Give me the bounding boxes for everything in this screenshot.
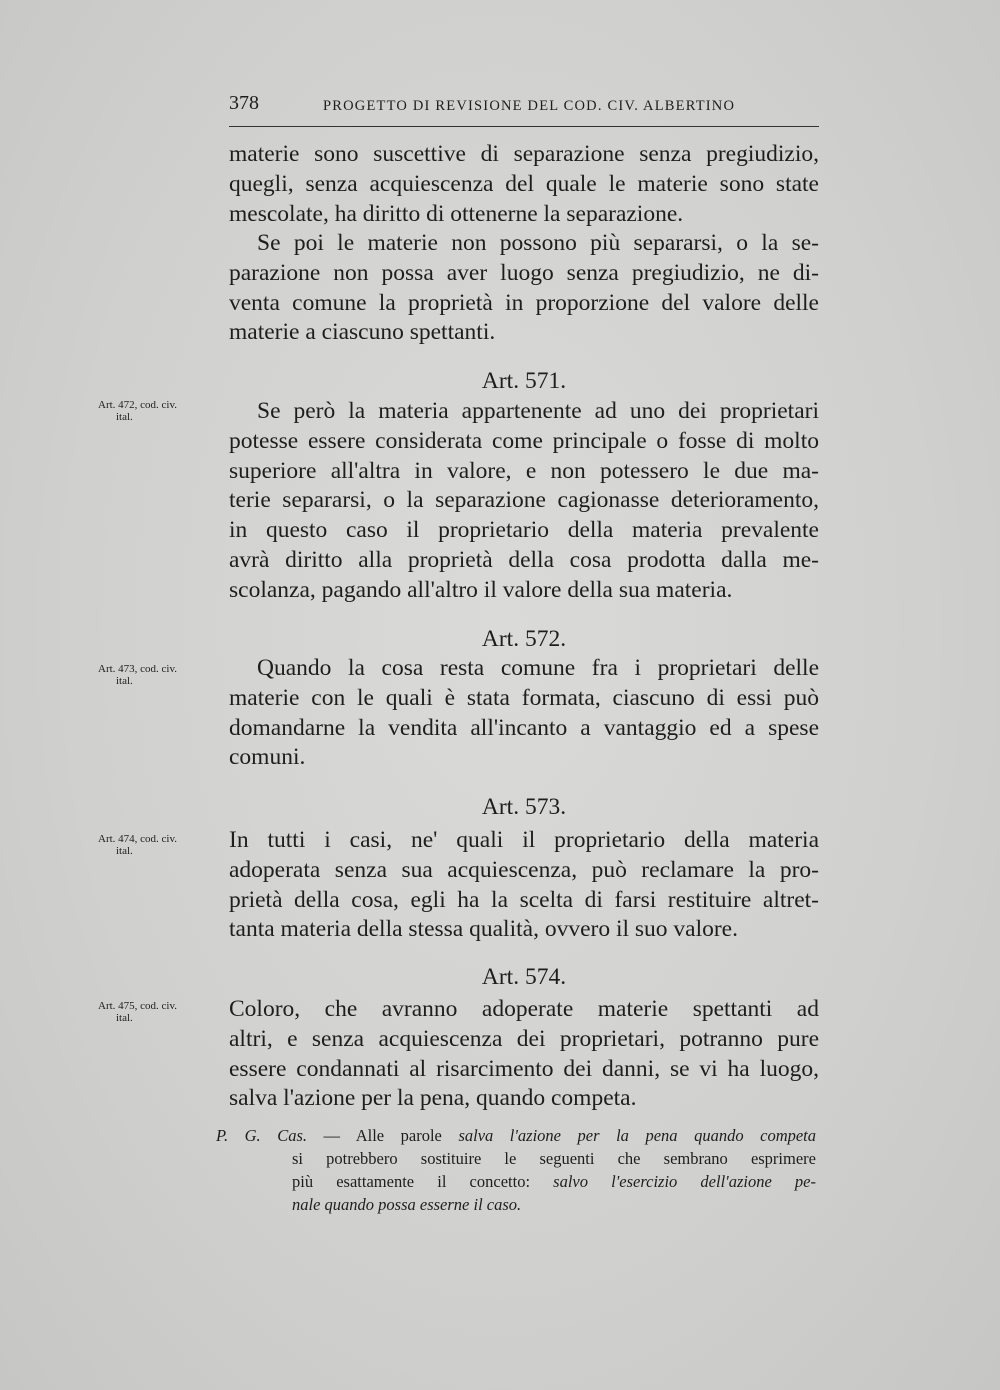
note-source: P. G. Cas. — [216, 1126, 308, 1145]
margin-ref: Art. 473, cod. civ. — [98, 663, 178, 675]
note-quote: salvo l'esercizio dell'azione pe- — [553, 1172, 816, 1191]
text-line: terie separarsi, o la separazione cagionasse deterioramento, — [229, 487, 819, 514]
text-line: superiore all'altra in valore, e non potessero le due ma- — [229, 457, 819, 484]
note-quote: salva l'azione per la pena quando competa — [458, 1126, 817, 1145]
text-line: potesse essere considerata come principale o fosse di molto — [229, 427, 819, 454]
note-dash: — — [307, 1126, 356, 1145]
margin-ref: Art. 475, cod. civ. — [98, 1000, 178, 1012]
text-line: scolanza, pagando all'altro il valore della sua materia. — [229, 576, 733, 603]
text-line: materie a ciascuno spettanti. — [229, 319, 496, 346]
note-line: si potrebbero sostituire le seguenti che sembrano esprimere — [292, 1149, 816, 1168]
text-line: salva l'azione per la pena, quando competa. — [229, 1085, 637, 1112]
intro-paragraph-1 — [229, 140, 819, 229]
text-line: Se però la materia appartenente ad uno dei proprietari — [257, 398, 819, 424]
article-572-heading: Art. 572. — [481, 626, 567, 652]
text-line: in questo caso il proprietario della materia prevalente — [229, 517, 819, 544]
text-line: domandarne la vendita all'incanto a vantaggio ed a spese — [229, 714, 819, 741]
running-title: PROGETTO DI REVISIONE DEL COD. CIV. ALBERTINO — [323, 98, 736, 114]
article-574-body — [229, 995, 819, 1114]
note-lead: Alle parole — [355, 1126, 459, 1145]
commentary-note — [216, 1124, 816, 1216]
text-line: Se poi le materie non possono più separarsi, o la se- — [257, 230, 819, 256]
margin-note-art-574 — [98, 1000, 223, 1024]
margin-ref-sub: ital. — [116, 845, 133, 857]
intro-paragraph-2 — [229, 229, 819, 348]
article-571-heading: Art. 571. — [481, 368, 567, 394]
note-lead: più esattamente il concetto: — [292, 1172, 554, 1191]
text-line: adoperata senza sua acquiescenza, può reclamare la pro- — [229, 856, 819, 883]
text-line: comuni. — [229, 744, 306, 771]
note-line — [216, 1170, 816, 1193]
margin-ref: Art. 472, cod. civ. — [98, 399, 178, 411]
text-line: materie con le quali è stata formata, ciascuno di essi può — [229, 684, 819, 711]
text-line: quegli, senza acquiescenza del quale le materie sono state — [229, 170, 819, 197]
header-rule — [229, 126, 819, 127]
text-line: venta comune la proprietà in proporzione del valore delle — [229, 289, 819, 316]
margin-ref-sub: ital. — [116, 675, 133, 687]
text-line: prietà della cosa, egli ha la scelta di farsi restituire altret- — [229, 886, 819, 913]
text-line: materie sono suscettive di separazione senza pregiudizio, — [229, 141, 819, 167]
text-line: mescolate, ha diritto di ottenerne la separazione. — [229, 200, 684, 227]
article-573-heading: Art. 573. — [481, 794, 567, 820]
note-line — [216, 1124, 816, 1147]
margin-note-art-573 — [98, 833, 223, 857]
text-line: essere condannati al risarcimento dei danni, se vi ha luogo, — [229, 1055, 819, 1082]
margin-note-art-571 — [98, 399, 223, 423]
margin-note-art-572 — [98, 663, 223, 687]
article-574-heading: Art. 574. — [481, 964, 567, 990]
text-line: parazione non possa aver luogo senza pregiudizio, ne di- — [229, 259, 819, 286]
page-header — [229, 92, 819, 122]
margin-ref-sub: ital. — [116, 411, 133, 423]
text-line: avrà diritto alla proprietà della cosa prodotta dalla me- — [229, 546, 819, 573]
note-line: nale quando possa esserne il caso. — [292, 1195, 522, 1214]
text-line: Quando la cosa resta comune fra i proprietari delle — [257, 655, 819, 681]
text-line: In tutti i casi, ne' quali il proprietario della materia — [229, 827, 819, 853]
text-line: tanta materia della stessa qualità, ovvero il suo valore. — [229, 916, 738, 943]
margin-ref: Art. 474, cod. civ. — [98, 833, 178, 845]
article-573-body — [229, 826, 819, 945]
margin-ref-sub: ital. — [116, 1012, 133, 1024]
page-number: 378 — [229, 92, 259, 114]
article-572-body — [229, 654, 819, 773]
article-571-body — [229, 397, 819, 606]
text-line: Coloro, che avranno adoperate materie spettanti ad — [229, 996, 819, 1022]
text-line: altri, e senza acquiescenza dei proprietari, potranno pure — [229, 1025, 819, 1052]
